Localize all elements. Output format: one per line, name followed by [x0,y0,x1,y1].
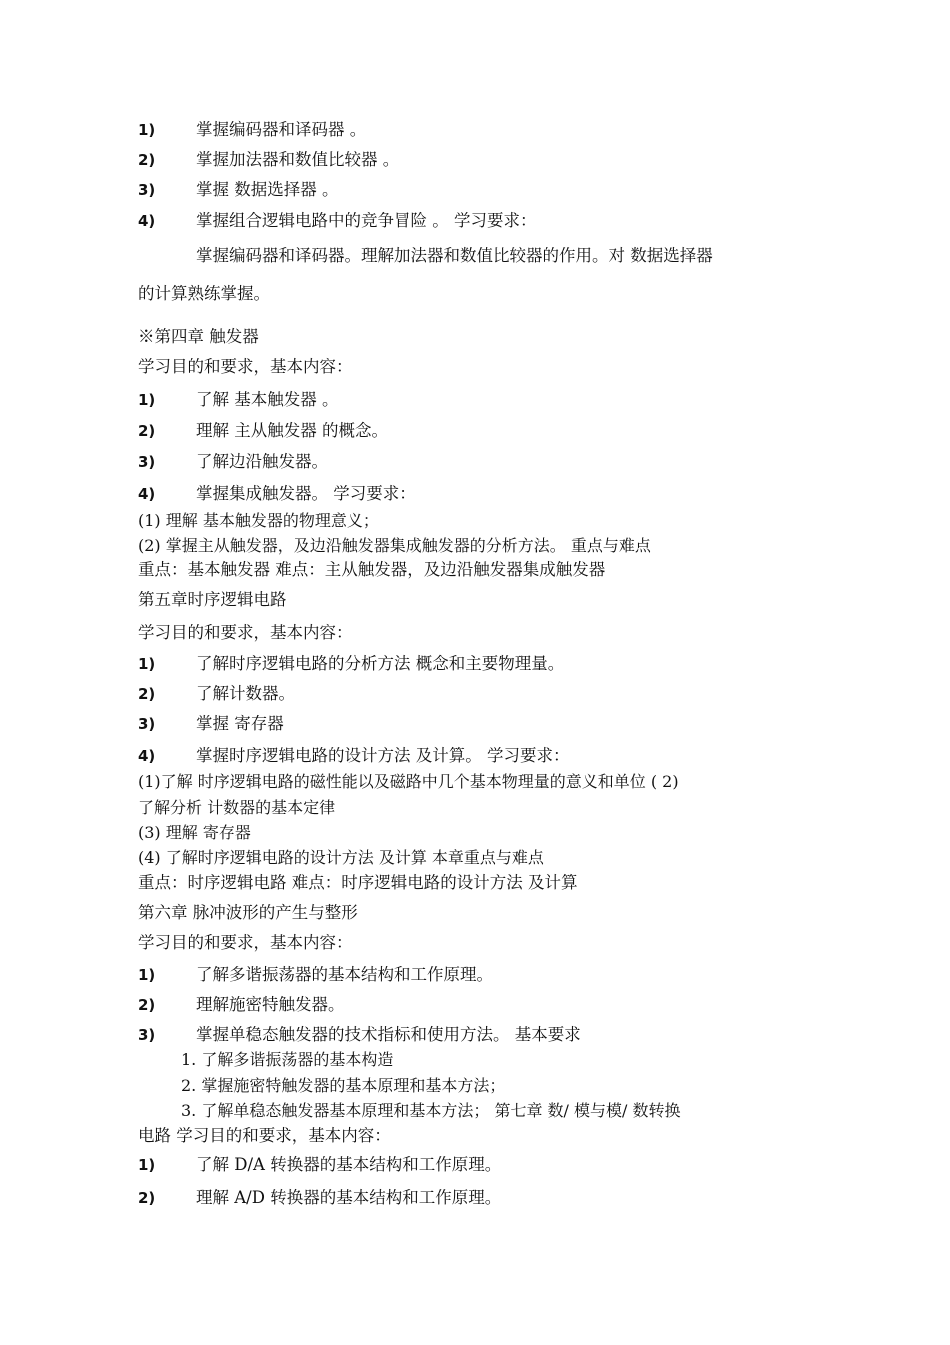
requirement-item: (4) 了解时序逻辑电路的设计方法 及计算 本章重点与难点 [138,848,544,867]
list-item [138,420,388,442]
requirement-item: (2) 掌握主从触发器，及边沿触发器集成触发器的分析方法。 重点与难点 [138,536,651,555]
section-label: 学习目的和要求，基本内容： [138,623,353,642]
chapter-heading: ※第四章 触发器 [138,327,259,346]
key-points: 重点：时序逻辑电路 难点：时序逻辑电路的设计方法 及计算 [138,873,578,892]
item-text: 理解施密特触发器。 [196,995,345,1014]
requirement-item: 2. 掌握施密特触发器的基本原理和基本方法； [181,1076,506,1095]
item-text: 理解 A/D 转换器的基本结构和工作原理。 [196,1188,502,1207]
item-number: 3) [138,181,156,199]
item-text: 掌握组合逻辑电路中的竞争冒险 。 学习要求： [196,211,537,230]
item-text: 掌握 数据选择器 。 [196,180,339,199]
key-points: 重点：基本触发器 难点：主从触发器，及边沿触发器集成触发器 [138,560,606,579]
list-item [138,1154,501,1176]
item-number: 1) [138,655,156,673]
list-item [138,653,564,675]
item-number: 3) [138,715,156,733]
requirement-item: 1. 了解多谐振荡器的基本构造 [181,1050,394,1069]
list-item [138,179,339,201]
item-text: 了解 D/A 转换器的基本结构和工作原理。 [196,1155,502,1174]
item-text: 掌握时序逻辑电路的设计方法 及计算。 学习要求： [196,746,570,765]
list-item [138,451,328,473]
item-number: 1) [138,1156,156,1174]
item-text: 了解 基本触发器 。 [196,390,339,409]
item-text: 掌握加法器和数值比较器 。 [196,150,400,169]
requirement-item: 3. 了解单稳态触发器基本原理和基本方法； 第七章 数/ 模与模/ 数转换 [181,1101,681,1120]
item-number: 1) [138,121,156,139]
paragraph-text: 的计算熟练掌握。 [138,284,270,303]
item-text: 了解计数器。 [196,684,295,703]
item-number: 2) [138,685,156,703]
item-number: 4) [138,485,156,503]
list-item [138,210,537,232]
requirement-item: (1) 理解 基本触发器的物理意义； [138,511,379,530]
item-text: 了解边沿触发器。 [196,452,328,471]
item-text: 了解多谐振荡器的基本结构和工作原理。 [196,965,493,984]
list-item [138,1187,501,1209]
list-item [138,149,399,171]
requirement-item: 了解分析 计数器的基本定律 [138,798,336,817]
paragraph-text: 掌握编码器和译码器。理解加法器和数值比较器的作用。对 数据选择器 [196,246,713,265]
item-number: 3) [138,453,156,471]
list-item [138,964,493,986]
item-number: 4) [138,747,156,765]
item-text: 掌握单稳态触发器的技术指标和使用方法。 基本要求 [196,1025,581,1044]
item-number: 4) [138,212,156,230]
list-item [138,683,295,705]
item-number: 1) [138,966,156,984]
item-text: 掌握集成触发器。 学习要求： [196,484,416,503]
requirement-item: (3) 理解 寄存器 [138,823,251,842]
list-item [138,483,416,505]
item-number: 2) [138,151,156,169]
list-item [138,389,339,411]
list-item [138,119,366,141]
item-number: 2) [138,1189,156,1207]
item-text: 掌握编码器和译码器 。 [196,120,367,139]
list-item [138,713,284,735]
section-label: 学习目的和要求，基本内容： [138,357,353,376]
list-item [138,745,570,767]
item-number: 3) [138,1026,156,1044]
section-label: 学习目的和要求，基本内容： [138,933,353,952]
item-text: 掌握 寄存器 [196,714,284,733]
item-text: 了解时序逻辑电路的分析方法 概念和主要物理量。 [196,654,565,673]
list-item [138,1024,581,1046]
list-item [138,994,345,1016]
item-number: 2) [138,996,156,1014]
chapter-heading: 第五章时序逻辑电路 [138,590,287,609]
item-number: 1) [138,391,156,409]
chapter-heading: 电路 学习目的和要求，基本内容： [138,1126,391,1145]
item-number: 2) [138,422,156,440]
chapter-heading: 第六章 脉冲波形的产生与整形 [138,903,358,922]
item-text: 理解 主从触发器 的概念。 [196,421,388,440]
requirement-item: (1)了解 时序逻辑电路的磁性能以及磁路中几个基本物理量的意义和单位 ( 2) [138,772,679,791]
